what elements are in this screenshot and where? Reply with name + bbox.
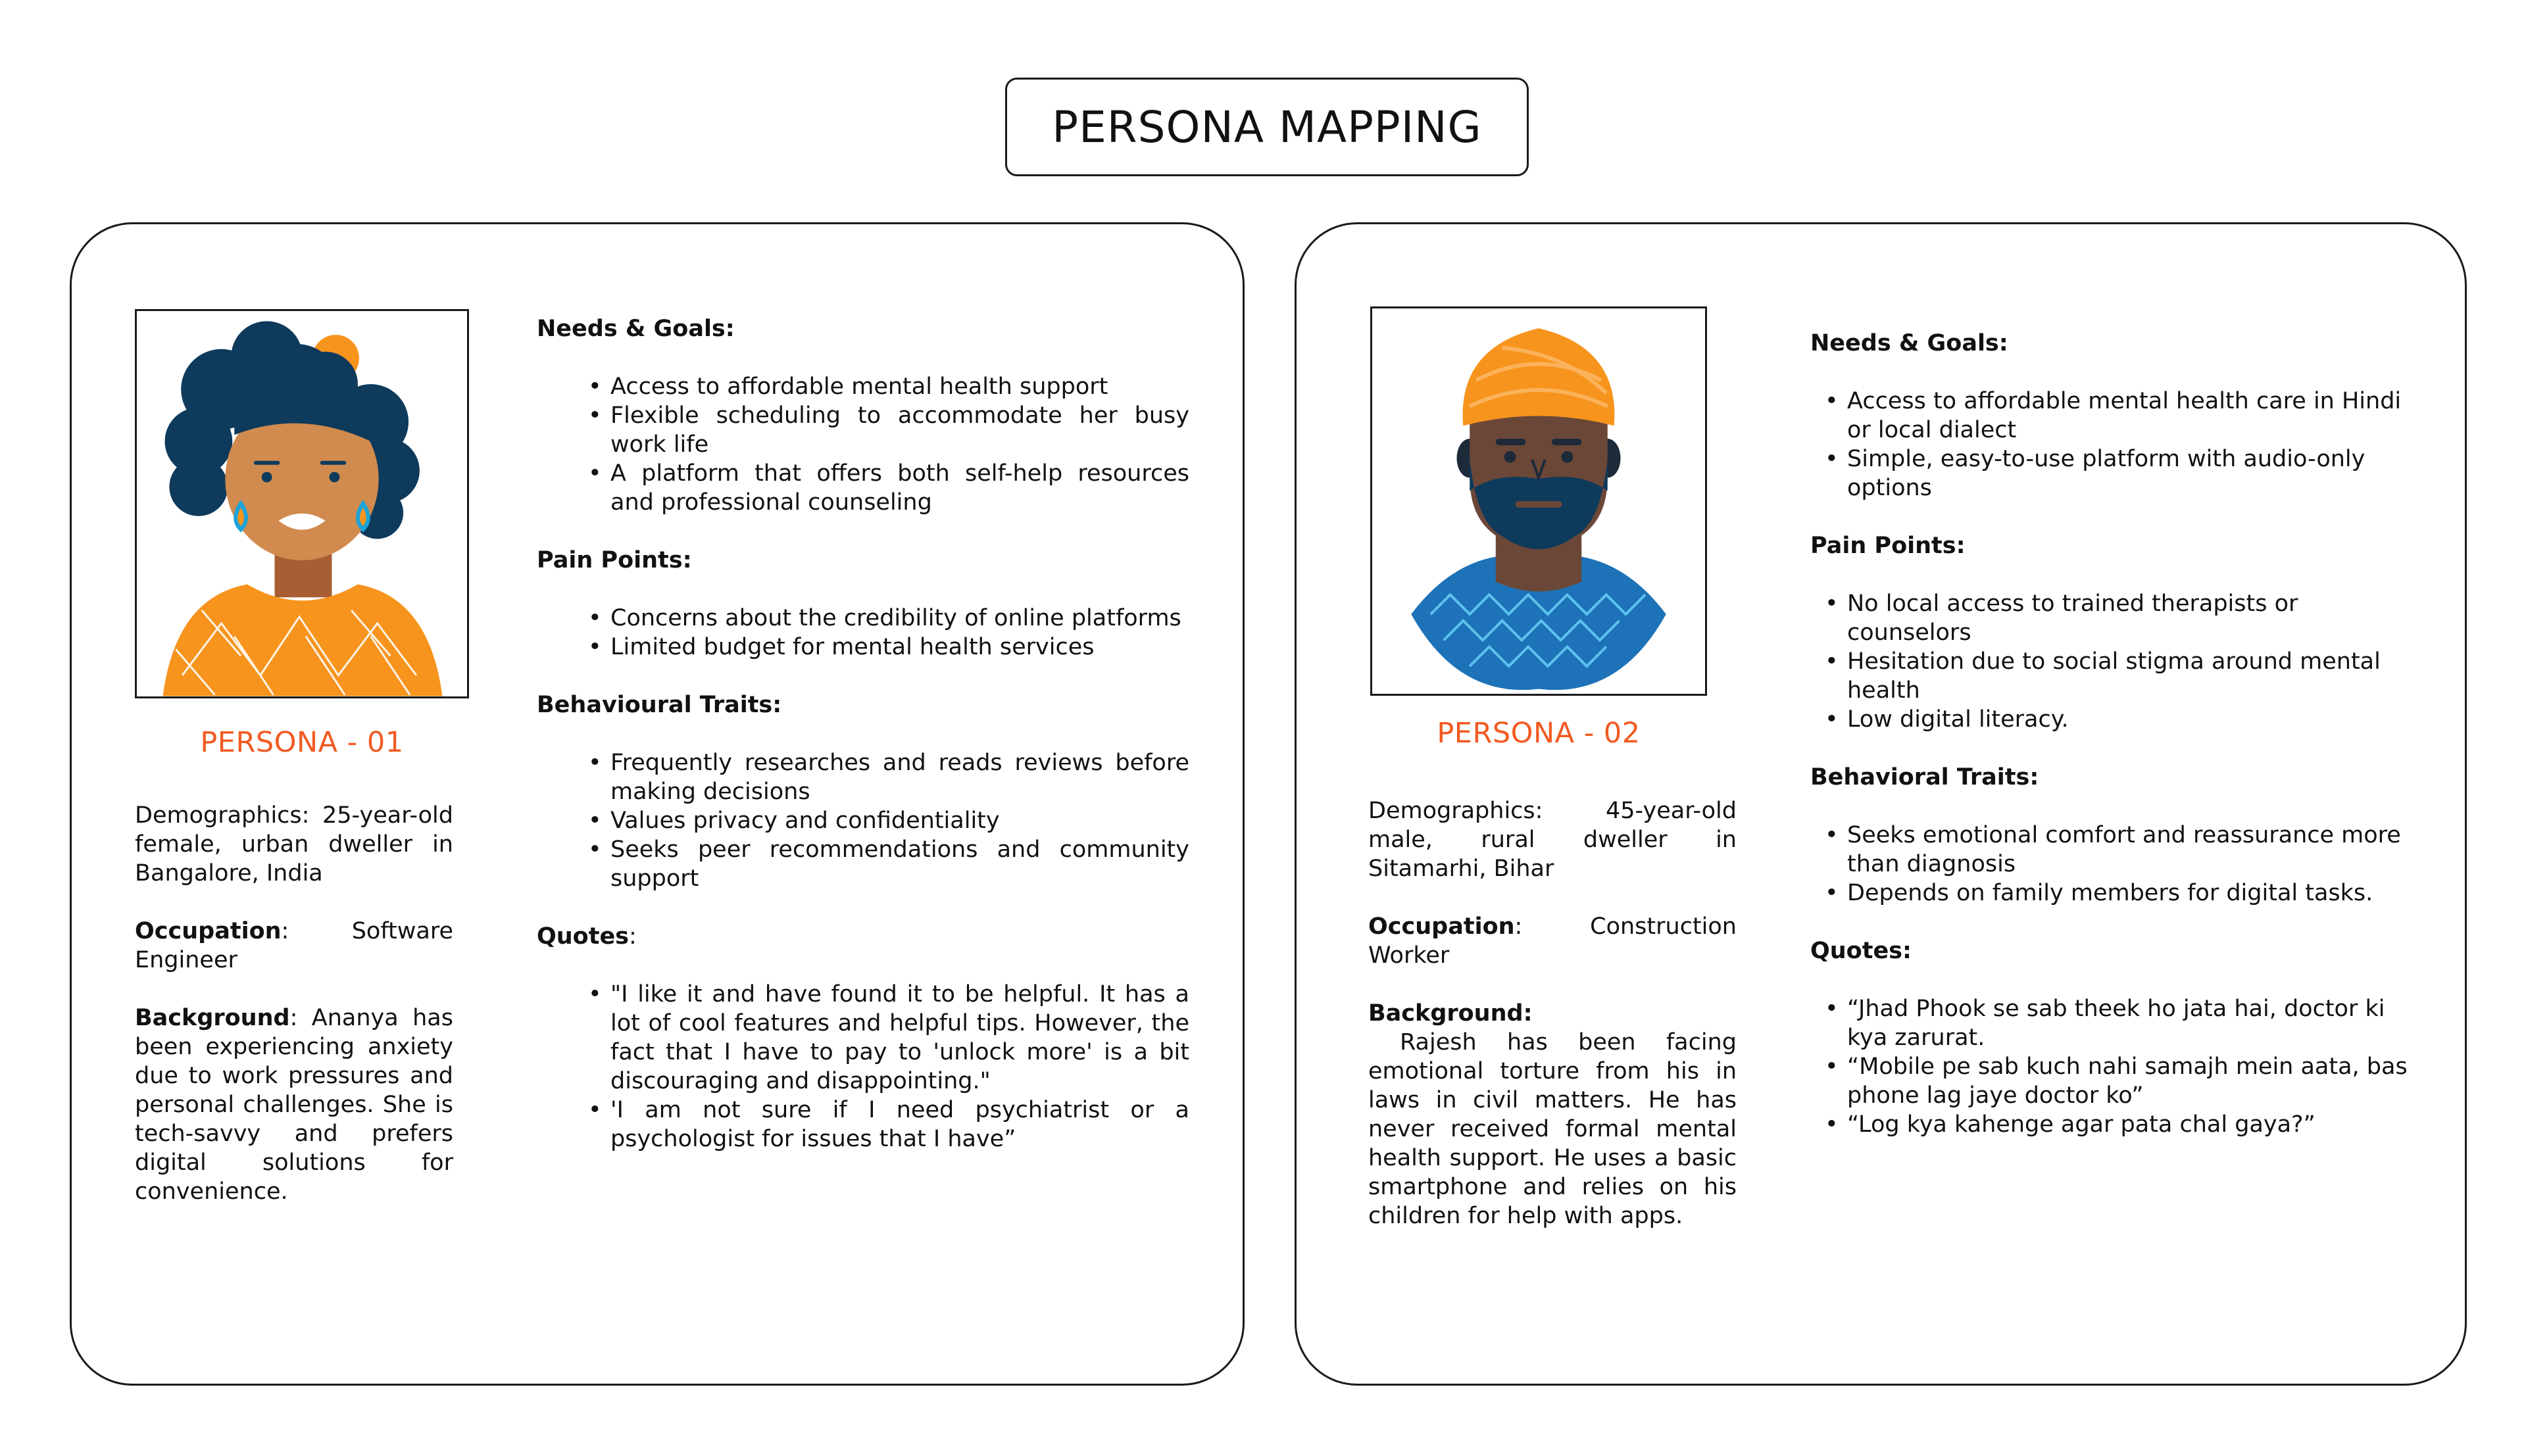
quotes-list <box>1810 994 2415 1139</box>
needs-title: Needs & Goals: <box>537 316 735 342</box>
traits-list <box>1810 821 2415 908</box>
background-block <box>1368 999 1737 1230</box>
right-eye <box>1562 451 1573 463</box>
list-item: • Seeks peer recommendations and community support <box>537 835 1189 893</box>
occupation-block: Occupation: Construction Worker <box>1368 913 1737 969</box>
right-eyebrow <box>1552 439 1581 445</box>
persona-1-avatar <box>135 309 469 698</box>
persona-2-label: PERSONA - 02 <box>1437 717 1641 750</box>
needs-title: Needs & Goals: <box>1810 330 2008 356</box>
list-item: • “Log kya kahenge agar pata chal gaya?” <box>1810 1110 2415 1139</box>
mouth <box>1515 501 1562 508</box>
list-item: • Seeks emotional comfort and reassurance more than diagnosis <box>1810 821 2415 879</box>
left-eyebrow <box>1496 439 1525 445</box>
pain-points-list <box>537 604 1189 662</box>
list-item: • “Mobile pe sab kuch nahi samajh mein aata, bas phone lag jaye doctor ko” <box>1810 1052 2415 1110</box>
quotes-title-row: Quotes: <box>537 923 637 950</box>
occupation-value: Construction Worker <box>1368 913 1737 969</box>
persona-1-details <box>537 314 1189 1182</box>
persona-2-avatar-illustration <box>1372 308 1705 694</box>
occupation-label: Occupation <box>1368 913 1515 940</box>
list-item: • “Jhad Phook se sab theek ho jata hai, doctor ki kya zarurat. <box>1810 994 2415 1052</box>
needs-list <box>537 372 1189 517</box>
quotes-title: Quotes <box>537 923 630 950</box>
background-block: Background: Ananya has been experiencing anxiety due to work pressures and personal challenges. She is tech-savvy and prefers digital solutions for convenience. <box>135 1005 453 1205</box>
list-item: • Limited budget for mental health services <box>537 633 1189 662</box>
background-label: Background <box>135 1005 290 1031</box>
list-item: • Simple, easy-to-use platform with audio-only options <box>1810 445 2415 502</box>
persona-1-avatar-illustration <box>137 311 467 696</box>
left-eyebrow <box>254 461 280 465</box>
list-item: • Low digital literacy. <box>1810 705 2415 734</box>
demographics-value: 25-year-old female, urban dweller in Bangalore, India <box>135 802 453 886</box>
pain-points-title: Pain Points: <box>537 547 692 573</box>
list-item: • Hesitation due to social stigma around mental health <box>1810 647 2415 705</box>
background-value: Ananya has been experiencing anxiety due to work pressures and personal challenges. She is tech-savvy and prefers digital solutions for convenience. <box>135 1005 453 1205</box>
left-eye <box>262 472 272 483</box>
traits-title: Behavioral Traits: <box>1810 764 2039 790</box>
demographics-label: Demographics: <box>135 802 310 829</box>
persona-1-label: PERSONA - 01 <box>200 726 404 759</box>
list-item: • Concerns about the credibility of online platforms <box>537 604 1189 633</box>
persona-1-profile <box>135 801 453 1235</box>
traits-list <box>537 748 1189 893</box>
demographics-label: Demographics: <box>1368 798 1543 824</box>
pain-points-title: Pain Points: <box>1810 533 1966 559</box>
demographics-block <box>1368 796 1737 883</box>
list-item: • "I like it and have found it to be helpful. It has a lot of cool features and helpful tips. However, the fact that I have to pay to 'unlock more' is a bit discouraging and disappointing." <box>537 980 1189 1096</box>
demographics-value: 45-year-old male, rural dweller in Sitamarhi, Bihar <box>1368 798 1737 882</box>
right-eyebrow <box>320 461 347 465</box>
background-label: Background: <box>1368 1000 1533 1027</box>
quotes-list <box>537 980 1189 1153</box>
left-eye <box>1504 451 1516 463</box>
occupation-label: Occupation <box>135 918 282 944</box>
occupation-value: Software Engineer <box>135 918 453 973</box>
page-title-box <box>1005 78 1529 176</box>
list-item: • Values privacy and confidentiality <box>537 806 1189 835</box>
list-item: • Access to affordable mental health care in Hindi or local dialect <box>1810 387 2415 445</box>
demographics-block <box>135 801 453 888</box>
list-item: • No local access to trained therapists or counselors <box>1810 589 2415 647</box>
list-item: • Frequently researches and reads reviews before making decisions <box>537 748 1189 806</box>
persona-2-avatar <box>1370 306 1707 696</box>
persona-2-details <box>1810 329 2415 1168</box>
traits-title: Behavioural Traits: <box>537 692 782 718</box>
list-item: • Flexible scheduling to accommodate her busy work life <box>537 401 1189 459</box>
list-item: • A platform that offers both self-help resources and professional counseling <box>537 459 1189 517</box>
quotes-title: Quotes: <box>1810 938 1912 964</box>
list-item: • Depends on family members for digital tasks. <box>1810 879 2415 908</box>
occupation-block: Occupation: Software Engineer <box>135 918 453 973</box>
list-item: • Access to affordable mental health support <box>537 372 1189 401</box>
right-eye <box>330 472 340 483</box>
persona-2-profile <box>1368 796 1737 1259</box>
page-title: PERSONA MAPPING <box>1052 101 1482 153</box>
list-item: • 'I am not sure if I need psychiatrist or a psychologist for issues that I have” <box>537 1096 1189 1153</box>
needs-list <box>1810 387 2415 502</box>
background-value: Rajesh has been facing emotional torture from his in laws in civil matters. He has never received formal mental health support. He uses a basic smartphone and relies on his children for help with apps. <box>1368 1029 1737 1229</box>
pain-points-list <box>1810 589 2415 734</box>
